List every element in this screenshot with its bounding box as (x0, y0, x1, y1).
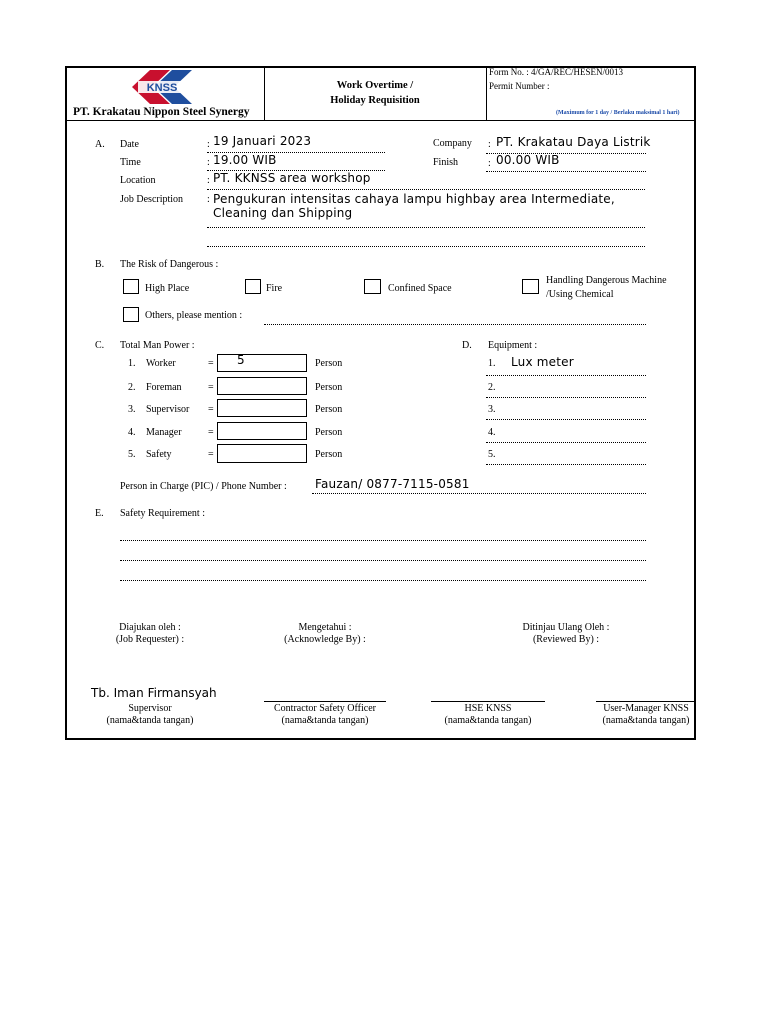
manpower-unit: Person (315, 358, 343, 369)
equipment-number: 2. (488, 382, 496, 393)
acknowledge-label-line2: (Acknowledge By) : (284, 634, 366, 645)
manpower-row-number: 3. (128, 404, 136, 415)
contractor-signature-line (264, 701, 386, 702)
contractor-sign-note: (nama&tanda tangan) (281, 715, 369, 726)
safety-requirement-line[interactable] (120, 580, 646, 581)
supervisor-role: Supervisor (128, 703, 172, 714)
equipment-line[interactable] (486, 442, 646, 443)
finish-line (486, 171, 646, 172)
company-value[interactable]: PT. Krakatau Daya Listrik (496, 135, 651, 149)
hse-signature-line (431, 701, 545, 702)
manpower-role: Worker (146, 358, 176, 369)
equipment-number: 3. (488, 404, 496, 415)
manpower-equals: = (208, 382, 214, 393)
pic-label: Person in Charge (PIC) / Phone Number : (120, 481, 287, 492)
foreman-count-field[interactable] (217, 377, 307, 395)
section-a-marker: A. (95, 139, 105, 150)
manpower-unit: Person (315, 449, 343, 460)
time-colon: : (207, 157, 210, 168)
section-d-marker: D. (462, 340, 472, 351)
safety-count-field[interactable] (217, 444, 307, 463)
hse-role: HSE KNSS (464, 703, 512, 714)
manpower-title: Total Man Power : (120, 340, 195, 351)
safety-requirement-line[interactable] (120, 560, 646, 561)
dangerous-machine-label-line2: /Using Chemical (546, 289, 614, 300)
job-line-2 (207, 246, 645, 247)
manpower-row-number: 5. (128, 449, 136, 460)
equipment-title: Equipment : (488, 340, 538, 351)
finish-value[interactable]: 00.00 WIB (496, 153, 560, 167)
user-manager-sign-note: (nama&tanda tangan) (602, 715, 690, 726)
equipment-number: 5. (488, 449, 496, 460)
time-label: Time (120, 157, 141, 168)
job-description-line2[interactable]: Cleaning dan Shipping (213, 206, 353, 220)
review-label-line2: (Reviewed By) : (532, 634, 600, 645)
manpower-equals: = (208, 427, 214, 438)
confined-space-checkbox[interactable] (364, 279, 381, 294)
manpower-equals: = (208, 404, 214, 415)
header-separator-left (264, 66, 265, 120)
high-place-checkbox[interactable] (123, 279, 139, 294)
others-label: Others, please mention : (145, 310, 243, 321)
manpower-equals: = (208, 358, 214, 369)
manager-count-field[interactable] (217, 422, 307, 440)
equipment-line (486, 375, 646, 376)
manpower-unit: Person (315, 382, 343, 393)
section-c-marker: C. (95, 340, 105, 351)
manager-signature-line (596, 701, 696, 702)
contractor-safety-role: Contractor Safety Officer (274, 703, 376, 714)
equipment-line[interactable] (486, 464, 646, 465)
knss-logo (128, 68, 196, 106)
location-line (207, 189, 645, 190)
date-value[interactable]: 19 Januari 2023 (213, 134, 312, 148)
requester-label-line1: Diajukan oleh : (119, 622, 181, 633)
hse-sign-note: (nama&tanda tangan) (444, 715, 532, 726)
header-divider (65, 120, 696, 121)
safety-requirement-line[interactable] (120, 540, 646, 541)
section-b-marker: B. (95, 259, 105, 270)
location-label: Location (120, 175, 156, 186)
time-value[interactable]: 19.00 WIB (213, 153, 277, 167)
review-label-line1: Ditinjau Ulang Oleh : (522, 622, 610, 633)
others-checkbox[interactable] (123, 307, 139, 322)
location-colon: : (207, 175, 210, 186)
form-title-line2: Holiday Requisition (330, 95, 420, 106)
safety-requirement-title: Safety Requirement : (120, 508, 205, 519)
job-colon: : (207, 194, 210, 205)
section-e-marker: E. (95, 508, 104, 519)
worker-count-value: 5 (237, 353, 245, 367)
user-manager-role: User-Manager KNSS (603, 703, 689, 714)
equipment-number: 4. (488, 427, 496, 438)
supervisor-count-field[interactable] (217, 399, 307, 417)
fire-checkbox[interactable] (245, 279, 261, 294)
job-line-1 (207, 227, 645, 228)
finish-colon: : (488, 158, 491, 169)
manpower-unit: Person (315, 427, 343, 438)
acknowledge-label-line1: Mengetahui : (298, 622, 352, 633)
dangerous-machine-checkbox[interactable] (522, 279, 539, 294)
worker-count-field[interactable] (217, 354, 307, 372)
company-label: Company (433, 138, 472, 149)
form-number: Form No. : 4/GA/REC/HESEN/0013 (489, 67, 624, 77)
manpower-unit: Person (315, 404, 343, 415)
company-colon: : (488, 139, 491, 150)
equipment-line[interactable] (486, 419, 646, 420)
manpower-role: Foreman (146, 382, 182, 393)
requester-label-line2: (Job Requester) : (115, 634, 185, 645)
header-separator-right (486, 66, 487, 120)
confined-space-label: Confined Space (388, 283, 452, 294)
supervisor-sign-note: (nama&tanda tangan) (106, 715, 194, 726)
pic-value[interactable]: Fauzan/ 0877-7115-0581 (315, 477, 470, 491)
fire-label: Fire (266, 283, 283, 294)
equipment-number: 1. (488, 358, 496, 369)
equipment-value[interactable]: Lux meter (511, 355, 574, 369)
manpower-row-number: 4. (128, 427, 136, 438)
supervisor-name[interactable]: Tb. Iman Firmansyah (91, 686, 217, 700)
manpower-row-number: 2. (128, 382, 136, 393)
form-title-line1: Work Overtime / (336, 80, 414, 91)
pic-line (312, 493, 646, 494)
manpower-role: Supervisor (146, 404, 190, 415)
manpower-role: Safety (146, 449, 172, 460)
equipment-line[interactable] (486, 397, 646, 398)
logo-text: KNSS (146, 82, 178, 94)
date-colon: : (207, 139, 210, 150)
others-line[interactable] (264, 324, 646, 325)
finish-label: Finish (433, 157, 459, 168)
high-place-label: High Place (145, 283, 190, 294)
dangerous-machine-label-line1: Handling Dangerous Machine (546, 275, 667, 286)
company-name: PT. Krakatau Nippon Steel Synergy (73, 106, 250, 118)
manpower-role: Manager (146, 427, 182, 438)
date-label: Date (120, 139, 139, 150)
max-duration-note: (Maximum for 1 day / Berlaku maksimal 1 hari) (556, 110, 680, 116)
job-description-label: Job Description (120, 194, 184, 205)
risk-title: The Risk of Dangerous : (120, 259, 219, 270)
job-description-line1[interactable]: Pengukuran intensitas cahaya lampu highbay area Intermediate, (213, 192, 615, 206)
permit-number-label: Permit Number : (489, 81, 550, 91)
location-value[interactable]: PT. KKNSS area workshop (213, 171, 371, 185)
manpower-equals: = (208, 449, 214, 460)
manpower-row-number: 1. (128, 358, 136, 369)
